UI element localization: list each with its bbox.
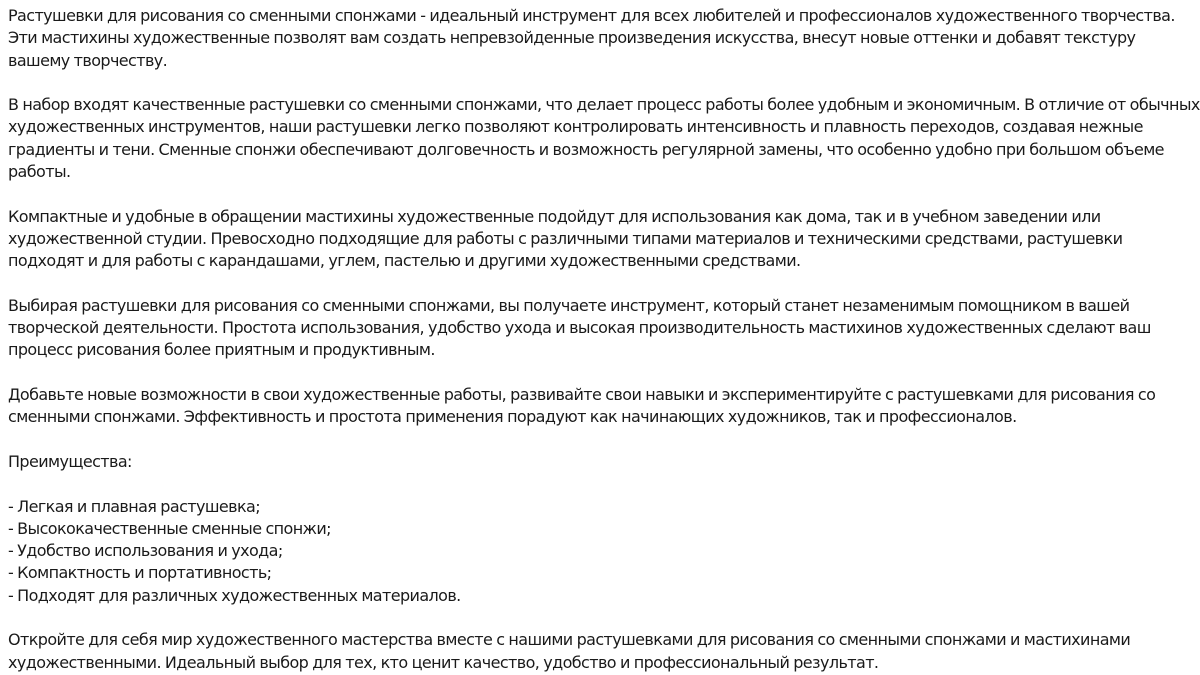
product-description [8, 5, 1200, 674]
call-to-action-paragraph: Добавьте новые возможности в свои художественные работы, развивайте свои навыки и экспериментируйте с растушевками для рисования со сменными спонжами. Эффективность и простота применения порадуют как начинающих художников, так и профессионалов. [8, 385, 1156, 427]
list-item: - Подходят для различных художественных материалов. [8, 585, 461, 605]
usage-paragraph: Компактные и удобные в обращении мастихины художественные подойдут для использования как дома, так и в учебном заведении или художественной студии. Превосходно подходящие для работы с различными типами материалов и техническими средствами, растушевки подходят и для работы с карандашами, углем, пастелью и другими художественными средствами. [8, 206, 1123, 271]
advantages-list [8, 496, 1200, 607]
advantages-heading: Преимущества: [8, 451, 132, 471]
list-item: - Удобство использования и ухода; [8, 541, 283, 561]
list-item: - Высококачественные сменные спонжи; [8, 518, 331, 538]
intro-paragraph: Растушевки для рисования со сменными спонжами - идеальный инструмент для всех любителей и профессионалов художественного творчества. Эти мастихины художественные позволят вам создать непревзойденные произведения искусства, внесут новые оттенки и добавят текстуру вашему творчеству. [8, 6, 1175, 70]
set-contents-paragraph: В набор входят качественные растушевки со сменными спонжами, что делает процесс работы более удобным и экономичным. В отличие от обычных художественных инструментов, наши растушевки легко позволяют контролировать интенсивность и плавность переходов, создавая нежные градиенты и тени. Сменные спонжи обеспечивают долговечность и возможность регулярной замены, что особенно удобно при большом объеме работы. [8, 95, 1200, 182]
list-item: - Легкая и плавная растушевка; [8, 496, 261, 516]
list-item: - Компактность и портативность; [8, 563, 272, 583]
benefits-paragraph: Выбирая растушевки для рисования со сменными спонжами, вы получаете инструмент, который станет незаменимым помощником в вашей творческой деятельности. Простота использования, удобство ухода и высокая производительность мастихинов художественных сделают ваш процесс рисования более приятным и продуктивным. [8, 295, 1151, 360]
closing-paragraph: Откройте для себя мир художественного мастерства вместе с нашими растушевками для рисования со сменными спонжами и мастихинами художественными. Идеальный выбор для тех, кто ценит качество, удобство и профессиональный результат. [8, 630, 1131, 672]
